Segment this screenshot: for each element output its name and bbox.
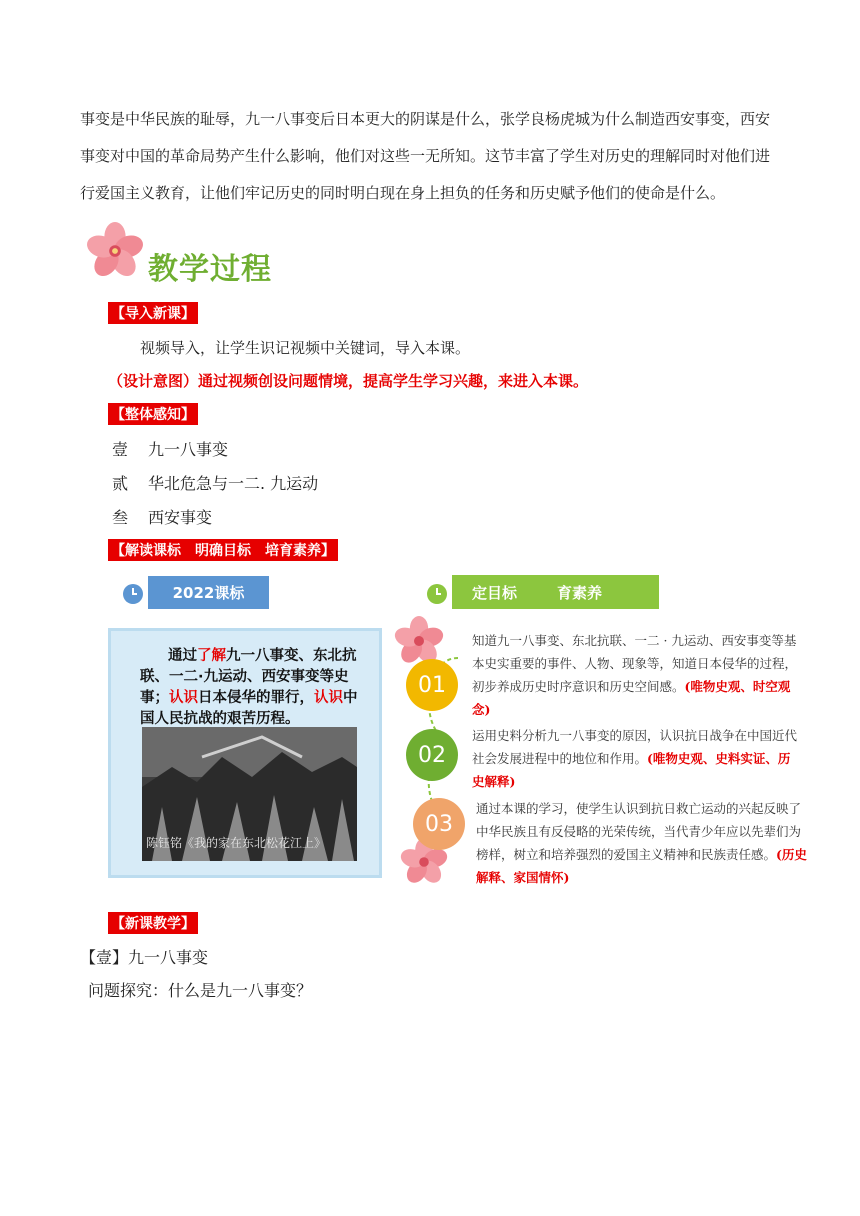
outline-title: 西安事变 <box>148 508 213 527</box>
standards-header: 2022课标 <box>148 576 269 609</box>
intro-paragraph <box>80 101 780 212</box>
goal-text-01: 知道九一八事变、东北抗联、一二 · 九运动、西安事变等基本史实重要的事件、人物、现象等，知道日本侵华的过程，初步养成历史时序意识和历史空间感。(唯物史观、时空观念) <box>472 633 798 717</box>
goal-badge-01: 01 <box>406 659 458 711</box>
design-intent: （设计意图）通过视频创设问题情境，提高学生学习兴趣，来进入本课。 <box>108 372 589 390</box>
goal-badge-03: 03 <box>413 798 465 850</box>
clock-icon <box>426 583 448 605</box>
goal-text-03: 通过本课的学习，使学生认识到抗日救亡运动的兴起反映了中华民族且有反侵略的光荣传统，当代青少年应以先辈们为榜样，树立和培养强烈的爱国主义精神和民族责任感。(历史解释、家国情怀) <box>476 801 807 885</box>
intro-line: 事变对中国的革命局势产生什么影响，他们对这些一无所知。这节丰富了学生对历史的理解同时对他们进 <box>80 147 771 165</box>
standards-text: 通过了解九一八事变、东北抗联、一二·九运动、西安事变等史事；认识日本侵华的罪行，认识中国人民抗战的艰苦历程。 <box>140 648 358 727</box>
outline-item <box>112 505 212 528</box>
intro-text: 视频导入，让学生识记视频中关键词，导入本课。 <box>140 339 471 357</box>
outline-num: 贰 <box>112 474 129 493</box>
photo-caption: 陈钰铭《我的家在东北松花江上》 <box>146 836 327 850</box>
goals-header-b: 育素养 <box>557 583 603 602</box>
tag-standards: 【解读课标 明确目标 培育素养】 <box>108 539 338 561</box>
goals-header-a: 定目标 <box>472 583 518 602</box>
question-text: 问题探究：什么是九一八事变？ <box>88 981 313 1000</box>
tag-intro: 【导入新课】 <box>108 302 198 324</box>
lesson-heading: 【壹】九一八事变 <box>80 948 209 967</box>
tag-overall: 【整体感知】 <box>108 403 198 425</box>
intro-line: 事变是中华民族的耻辱，九一八事变后日本更大的阴谋是什么，张学良杨虎城为什么制造西安事变，西安 <box>80 110 771 128</box>
clock-icon <box>122 583 144 605</box>
flower-icon <box>86 222 144 280</box>
outline-item <box>112 471 318 494</box>
outline-title: 九一八事变 <box>148 440 229 459</box>
goal-text-02: 运用史料分析九一八事变的原因，认识抗日战争在中国近代社会发展进程中的地位和作用。(唯物史观、史料实证、历史解释) <box>472 728 798 789</box>
goal-badge-02: 02 <box>406 729 458 781</box>
intro-line: 行爱国主义教育，让他们牢记历史的同时明白现在身上担负的任务和历史赋予他们的使命是什么。 <box>80 184 726 202</box>
outline-item <box>112 437 228 460</box>
outline-num: 壹 <box>112 440 129 459</box>
outline-title: 华北危急与一二. 九运动 <box>148 474 319 493</box>
section-title: 教学过程 <box>148 252 272 287</box>
tag-new-lesson: 【新课教学】 <box>108 912 198 934</box>
goals-header <box>452 575 659 609</box>
outline-num: 叁 <box>112 508 129 527</box>
